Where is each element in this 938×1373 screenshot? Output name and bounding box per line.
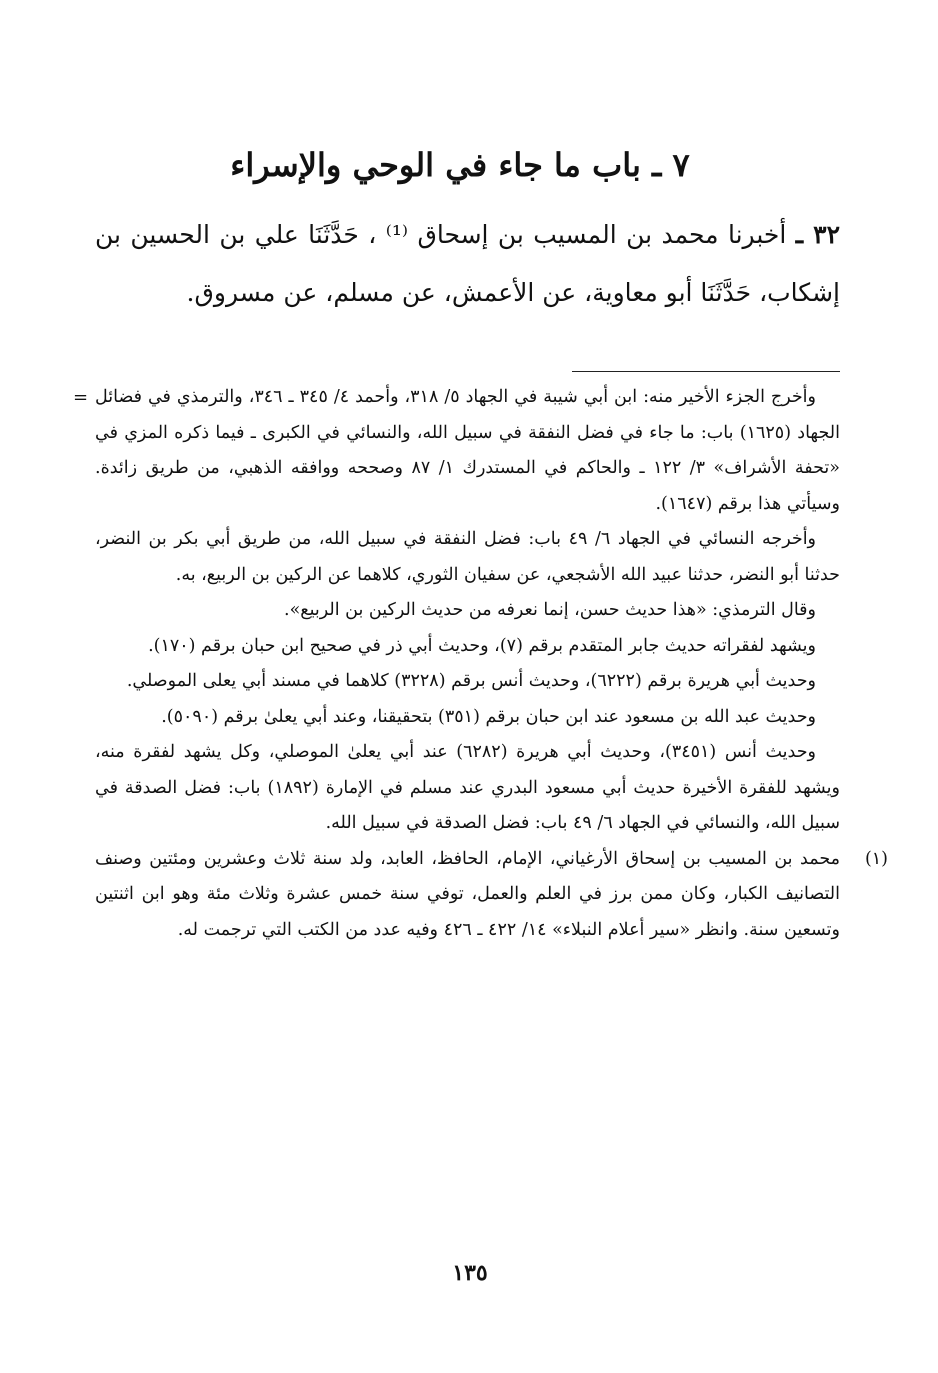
footnote-paragraph: وأخرجه النسائي في الجهاد ٦/ ٤٩ باب: فضل النفقة في سبيل الله، من طريق أبي بكر بن النضر، حدثنا أبو النضر، حدثنا عبيد الله الأشجعي، عن سفيان الثوري، كلاهما عن الركين بن الربيع، به. bbox=[95, 529, 840, 585]
footnote-1-text: محمد بن المسيب بن إسحاق الأرغياني، الإمام، الحافظ، العابد، ولد سنة ثلاث وعشرين ومئتين وصنف التصانيف الكبار، وكان ممن برز في العلم والعمل، توفي سنة خمس عشرة وثلاث مئة وهو ابن اثنتين وتسعين سنة. وانظر «سير أعلام النبلاء» ١٤/ ٤٢٢ ـ ٤٢٦ وفيه عدد من الكتب التي ترجمت له. bbox=[95, 848, 840, 940]
hadith-chain: أخبرنا محمد بن المسيب بن إسحاق ⁽¹⁾ ، حَدَّثَنَا علي بن الحسين بن إشكاب، حَدَّثَنَا أبو معاوية، عن الأعمش، عن مسلم، عن مسروق. bbox=[95, 220, 840, 307]
continuation-marker: = bbox=[73, 387, 89, 408]
footnote-paragraph: وحديث عبد الله بن مسعود عند ابن حبان برقم (٣٥١) بتحقيقنا، وعند أبي يعلىٰ برقم (٥٠٩٠). bbox=[161, 706, 816, 727]
footnote-1 bbox=[95, 842, 888, 949]
footnote-continuation bbox=[73, 380, 840, 522]
footnote-paragraph: وأخرج الجزء الأخير منه: ابن أبي شيبة في الجهاد ٥/ ٣١٨، وأحمد ٤/ ٣٤٥ ـ ٣٤٦، والترمذي في فضائل الجهاد (١٦٢٥) باب: ما جاء في فضل النفقة في سبيل الله، والنسائي في الكبرى ـ فيما ذكره المزي في «تحفة الأشراف» ٣/ ١٢٢ ـ والحاكم في المستدرك ١/ ٨٧ وصححه ووافقه الذهبي، من طريق زائدة. وسيأتي هذا برقم (١٦٤٧). bbox=[95, 387, 840, 514]
footnote-paragraph: وحديث أبي هريرة برقم (٦٢٢٢)، وحديث أنس برقم (٣٢٢٨) كلاهما في مسند أبي يعلى الموصلي. bbox=[126, 671, 816, 691]
footnote-ref-number: (١) bbox=[864, 848, 888, 869]
hadith-number: ٣٢ ـ bbox=[795, 220, 841, 249]
footnote-paragraph: وقال الترمذي: «هذا حديث حسن، إنما نعرفه من حديث الركين بن الربيع». bbox=[284, 600, 816, 620]
footnote-paragraph: ويشهد لفقراته حديث جابر المتقدم برقم (٧)، وحديث أبي ذر في صحيح ابن حبان برقم (١٧٠). bbox=[148, 635, 816, 656]
footnote-divider bbox=[572, 371, 840, 372]
footnote-paragraph: وحديث أنس (٣٤٥١)، وحديث أبي هريرة (٦٢٨٢) عند أبي يعلىٰ الموصلي، وكل يشهد لفقرة منه، ويشهد للفقرة الأخيرة حديث أبي مسعود البدري عند مسلم في الإمارة (١٨٩٢) باب: فضل الصدقة في سبيل الله، والنسائي في الجهاد ٦/ ٤٩ باب: فضل الصدقة في سبيل الله. bbox=[95, 742, 840, 833]
chapter-title: ٧ ـ باب ما جاء في الوحي والإسراء bbox=[230, 146, 690, 184]
hadith-text-block bbox=[95, 206, 840, 322]
page-number: ١٣٥ bbox=[452, 1260, 488, 1286]
footnotes-block bbox=[73, 380, 888, 948]
